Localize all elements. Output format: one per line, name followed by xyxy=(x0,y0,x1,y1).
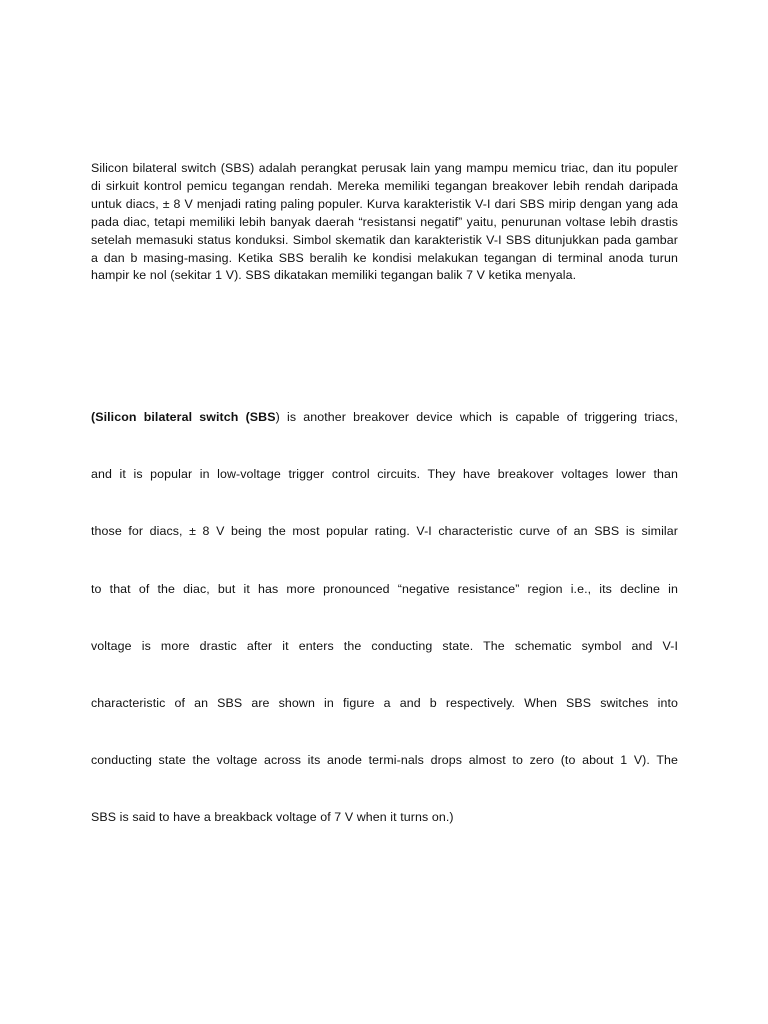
indonesian-paragraph: Silicon bilateral switch (SBS) adalah perangkat perusak lain yang mampu memicu triac, dan itu populer di sirkuit kontrol pemicu tegangan rendah. Mereka memiliki tegangan breakover lebih rendah daripada untuk diacs, ± 8 V menjadi rating paling populer. Kurva karakteristik V-I dari SBS mirip dengan yang ada pada diac, tetapi memiliki lebih banyak daerah “resistansi negatif” yaitu, penurunan voltase lebih drastis setelah memasuki status konduksi. Simbol skematik dan karakteristik V-I SBS ditunjukkan pada gambar a dan b masing-masing. Ketika SBS beralih ke kondisi melakukan tegangan di terminal anoda turun hampir ke nol (sekitar 1 V). SBS dikatakan memiliki tegangan balik 7 V ketika menyala. xyxy=(91,161,678,283)
english-line-1-text: ) is another breakover device which is capable of triggering triacs, xyxy=(275,410,678,424)
english-line-4: to that of the diac, but it has more pronounced “negative resistance” region i.e., its decline in xyxy=(91,581,678,596)
english-line-6: characteristic of an SBS are shown in figure a and b respectively. When SBS switches into xyxy=(91,695,678,710)
english-paragraph xyxy=(91,389,678,847)
english-line-2: and it is popular in low-voltage trigger control circuits. They have breakover voltages lower than xyxy=(91,467,678,482)
english-line-7: conducting state the voltage across its anode termi-nals drops almost to zero (to about 1 V). The xyxy=(91,753,678,768)
english-line-1 xyxy=(91,389,678,446)
english-line-8: SBS is said to have a breakback voltage of 7 V when it turns on.) xyxy=(91,810,454,825)
english-line-3: those for diacs, ± 8 V being the most popular rating. V-I characteristic curve of an SBS is similar xyxy=(91,524,678,539)
english-bold-lead: (Silicon bilateral switch (SBS xyxy=(91,410,276,424)
english-line-5: voltage is more drastic after it enters the conducting state. The schematic symbol and V-I xyxy=(91,638,678,653)
